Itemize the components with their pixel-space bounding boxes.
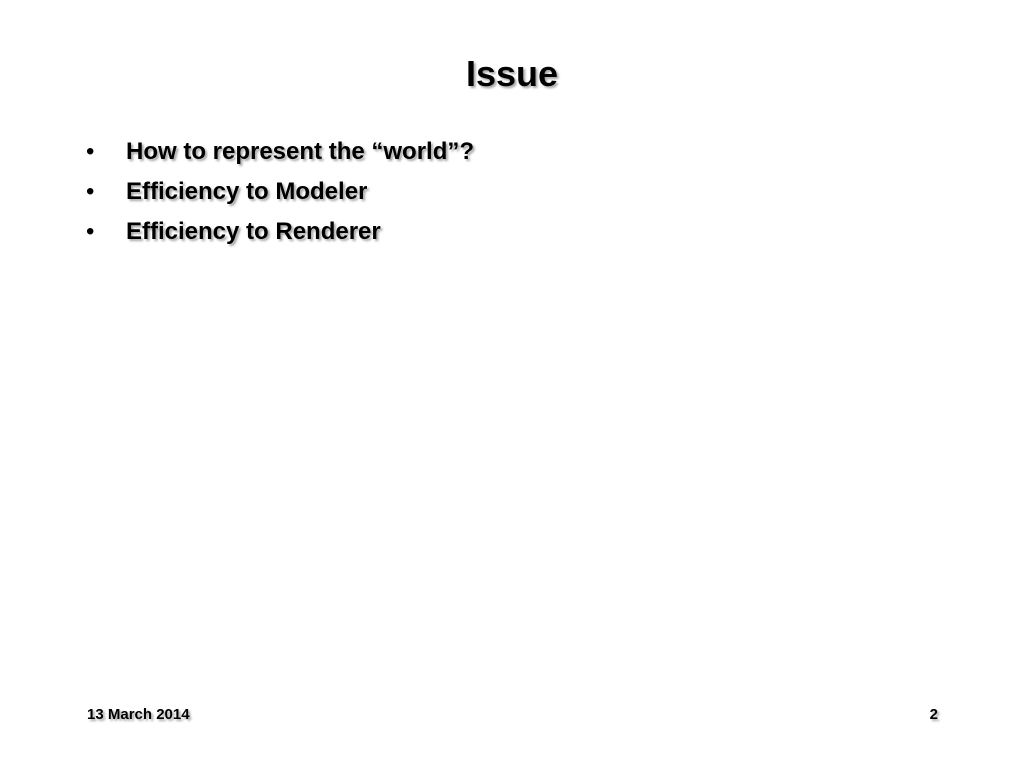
bullet-item-renderer [86,215,474,249]
bullet-item-modeler [86,175,474,209]
slide-title: Issue [465,53,559,94]
bullet-icon: • [86,138,95,165]
bullet-icon: • [86,218,95,245]
bullet-text: Efficiency to Renderer [126,218,381,245]
slide-page-number: 2 [929,706,938,723]
footer-date: 13 March 2014 [87,706,190,723]
bullet-text: Efficiency to Modeler [126,178,368,205]
bullet-text: How to represent the “world”? [126,138,475,165]
bullet-icon: • [86,178,95,205]
bullet-list [86,135,474,255]
bullet-item-world [86,135,474,169]
